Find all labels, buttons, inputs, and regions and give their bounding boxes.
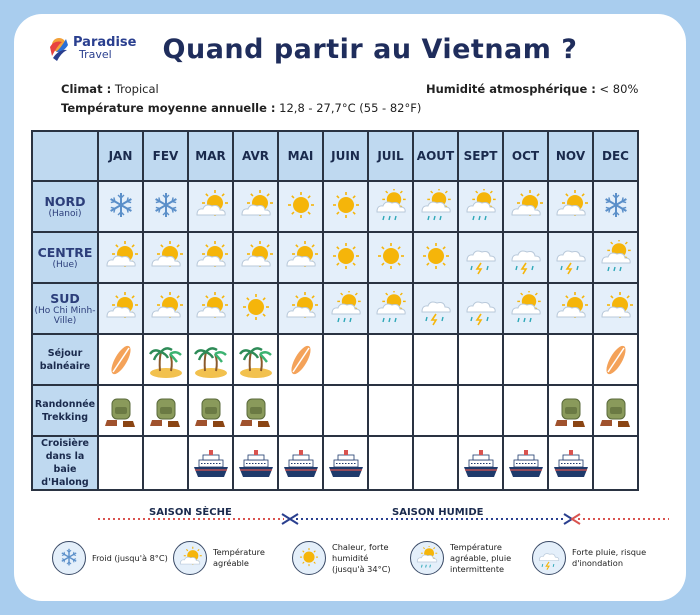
month-header-mai: MAI xyxy=(278,131,323,181)
activity-cell xyxy=(503,334,548,385)
activity-cell xyxy=(188,385,233,436)
activity-cell xyxy=(548,334,593,385)
temp-value: 12,8 - 27,7°C (55 - 82°F) xyxy=(275,101,422,115)
weather-cell xyxy=(98,283,143,334)
cruise-ship-icon xyxy=(506,445,546,481)
sun-rain-icon xyxy=(416,189,456,225)
weather-cell xyxy=(458,181,503,232)
legend-circle xyxy=(292,541,326,575)
month-header-oct: OCT xyxy=(503,131,548,181)
snowflake-icon xyxy=(55,546,83,571)
sun-icon xyxy=(326,240,366,276)
storm-cloud-icon xyxy=(461,291,501,327)
month-header-fev: FEV xyxy=(143,131,188,181)
activity-cell xyxy=(458,436,503,490)
sun-cloud-icon xyxy=(191,291,231,327)
cruise-ship-icon xyxy=(551,445,591,481)
storm-cloud-icon xyxy=(506,240,546,276)
legend-text: Température agréable, pluie intermittente xyxy=(450,541,512,574)
legend-item xyxy=(52,538,170,578)
weather-cell xyxy=(188,283,233,334)
weather-cell xyxy=(233,181,278,232)
sun-cloud-icon xyxy=(551,291,591,327)
activity-cell xyxy=(323,436,368,490)
region-header xyxy=(32,232,98,283)
sun-cloud-icon xyxy=(236,240,276,276)
activity-cell xyxy=(413,334,458,385)
activity-cell xyxy=(98,385,143,436)
logo-mark-icon xyxy=(48,36,70,62)
wet-season-label: SAISON HUMIDE xyxy=(392,507,484,518)
activity-cell xyxy=(368,334,413,385)
cruise-ship-icon xyxy=(281,445,321,481)
cruise-ship-icon xyxy=(326,445,366,481)
activity-cell xyxy=(323,385,368,436)
backpack-boots-icon xyxy=(146,393,186,429)
activity-cell xyxy=(593,334,638,385)
cruise-ship-icon xyxy=(236,445,276,481)
weather-cell xyxy=(548,283,593,334)
activity-header xyxy=(32,436,98,490)
cruise-ship-icon xyxy=(461,445,501,481)
sun-rain-icon xyxy=(596,240,636,276)
weather-cell xyxy=(548,181,593,232)
region-sub: (Hue) xyxy=(52,260,78,270)
legend-item xyxy=(532,538,650,578)
activity-cell xyxy=(413,436,458,490)
sun-icon xyxy=(326,189,366,225)
legend-circle xyxy=(52,541,86,575)
sun-cloud-icon xyxy=(551,189,591,225)
activity-row xyxy=(32,436,638,490)
sun-icon xyxy=(236,291,276,327)
weather-cell xyxy=(278,232,323,283)
weather-cell xyxy=(548,232,593,283)
month-header-row xyxy=(32,131,638,181)
weather-cell xyxy=(143,283,188,334)
weather-cell xyxy=(413,283,458,334)
sun-cloud-icon xyxy=(596,291,636,327)
sun-icon xyxy=(281,189,321,225)
temp-info xyxy=(61,101,421,115)
region-name: NORD xyxy=(44,194,86,209)
region-sub: (Ho Chi Minh-Ville) xyxy=(34,306,96,326)
activity-cell xyxy=(98,436,143,490)
weather-cell xyxy=(503,232,548,283)
surfboard-icon xyxy=(281,342,321,378)
region-row xyxy=(32,181,638,232)
sun-cloud-icon xyxy=(281,240,321,276)
storm-cloud-icon xyxy=(461,240,501,276)
legend-text: Froid (jusqu'à 8°C) xyxy=(92,552,168,563)
sun-icon xyxy=(416,240,456,276)
backpack-boots-icon xyxy=(596,393,636,429)
activity-cell xyxy=(458,385,503,436)
legend-circle xyxy=(410,541,444,575)
activity-cell xyxy=(593,436,638,490)
storm-cloud-icon xyxy=(535,546,563,571)
activity-cell xyxy=(143,334,188,385)
weather-cell xyxy=(278,181,323,232)
logo-text-2: Travel xyxy=(79,48,112,61)
activity-cell xyxy=(413,385,458,436)
weather-cell xyxy=(98,232,143,283)
weather-cell xyxy=(143,232,188,283)
weather-cell xyxy=(323,232,368,283)
sun-cloud-icon xyxy=(176,546,204,571)
sun-rain-icon xyxy=(413,546,441,571)
activity-cell xyxy=(458,334,503,385)
logo xyxy=(48,36,136,62)
weather-cell xyxy=(593,181,638,232)
activity-cell xyxy=(548,436,593,490)
legend-text: Température agréable xyxy=(213,547,265,568)
sun-icon xyxy=(371,240,411,276)
sun-rain-icon xyxy=(506,291,546,327)
weather-cell xyxy=(98,181,143,232)
weather-cell xyxy=(188,232,233,283)
weather-cell xyxy=(233,283,278,334)
month-header-nov: NOV xyxy=(548,131,593,181)
sun-cloud-icon xyxy=(146,291,186,327)
sun-cloud-icon xyxy=(281,291,321,327)
cruise-ship-icon xyxy=(191,445,231,481)
activity-header xyxy=(32,385,98,436)
weather-cell xyxy=(413,181,458,232)
month-header-mar: MAR xyxy=(188,131,233,181)
sun-cloud-icon xyxy=(236,189,276,225)
activity-cell xyxy=(278,436,323,490)
sun-rain-icon xyxy=(326,291,366,327)
sun-rain-icon xyxy=(371,291,411,327)
climat-info xyxy=(61,82,159,96)
weather-cell xyxy=(458,283,503,334)
region-header xyxy=(32,283,98,334)
activity-cell xyxy=(593,385,638,436)
weather-cell xyxy=(503,283,548,334)
month-header-avr: AVR xyxy=(233,131,278,181)
climat-label: Climat : xyxy=(61,82,112,96)
month-header-juil: JUIL xyxy=(368,131,413,181)
region-row xyxy=(32,232,638,283)
region-header xyxy=(32,181,98,232)
activity-cell xyxy=(188,334,233,385)
activity-cell xyxy=(98,334,143,385)
weather-cell xyxy=(593,232,638,283)
weather-cell xyxy=(323,283,368,334)
activity-name: Randonnée Trekking xyxy=(34,398,96,423)
weather-cell xyxy=(368,232,413,283)
region-sub: (Hanoi) xyxy=(48,209,82,219)
sun-rain-icon xyxy=(371,189,411,225)
month-header-sept: SEPT xyxy=(458,131,503,181)
activity-cell xyxy=(278,334,323,385)
activity-cell xyxy=(143,436,188,490)
weather-cell xyxy=(278,283,323,334)
region-row xyxy=(32,283,638,334)
palm-island-icon xyxy=(146,342,186,378)
sun-icon xyxy=(295,546,323,571)
sun-cloud-icon xyxy=(101,240,141,276)
legend-text: Forte pluie, risque d'inondation xyxy=(572,547,647,568)
snowflake-icon xyxy=(146,189,186,225)
legend-item xyxy=(173,538,291,578)
month-header-dec: DEC xyxy=(593,131,638,181)
month-header-jan: JAN xyxy=(98,131,143,181)
legend-circle xyxy=(173,541,207,575)
weather-cell xyxy=(593,283,638,334)
month-header-aout: AOUT xyxy=(413,131,458,181)
month-header-juin: JUIN xyxy=(323,131,368,181)
activity-cell xyxy=(233,334,278,385)
weather-cell xyxy=(143,181,188,232)
weather-cell xyxy=(368,283,413,334)
legend-text: Chaleur, forte humidité (jusqu'à 34°C) xyxy=(332,541,391,574)
activity-cell xyxy=(503,385,548,436)
backpack-boots-icon xyxy=(101,393,141,429)
storm-cloud-icon xyxy=(416,291,456,327)
activity-cell xyxy=(278,385,323,436)
palm-island-icon xyxy=(191,342,231,378)
weather-cell xyxy=(368,181,413,232)
backpack-boots-icon xyxy=(236,393,276,429)
legend-item xyxy=(410,538,528,578)
weather-cell xyxy=(413,232,458,283)
sun-rain-icon xyxy=(461,189,501,225)
weather-cell xyxy=(188,181,233,232)
activity-header xyxy=(32,334,98,385)
activity-name: Croisière dans la baie d'Halong xyxy=(41,438,89,488)
weather-cell xyxy=(233,232,278,283)
humid-info xyxy=(426,82,638,96)
surfboard-icon xyxy=(596,342,636,378)
activity-cell xyxy=(188,436,233,490)
activity-cell xyxy=(143,385,188,436)
activity-cell xyxy=(503,436,548,490)
legend-item xyxy=(292,538,402,578)
legend-circle xyxy=(532,541,566,575)
region-name: CENTRE xyxy=(37,245,93,260)
activity-cell xyxy=(548,385,593,436)
backpack-boots-icon xyxy=(551,393,591,429)
region-name: SUD xyxy=(50,291,80,306)
weather-cell xyxy=(458,232,503,283)
season-timeline xyxy=(96,512,671,526)
climat-value: Tropical xyxy=(111,82,159,96)
sun-cloud-icon xyxy=(101,291,141,327)
activity-cell xyxy=(368,385,413,436)
palm-island-icon xyxy=(236,342,276,378)
calendar-table xyxy=(31,130,639,491)
sun-cloud-icon xyxy=(146,240,186,276)
backpack-boots-icon xyxy=(191,393,231,429)
activity-cell xyxy=(368,436,413,490)
humid-value: < 80% xyxy=(595,82,639,96)
storm-cloud-icon xyxy=(551,240,591,276)
weather-cell xyxy=(503,181,548,232)
snowflake-icon xyxy=(596,189,636,225)
page-title: Quand partir au Vietnam ? xyxy=(162,34,578,65)
weather-cell xyxy=(323,181,368,232)
dry-season-label: SAISON SÈCHE xyxy=(149,507,232,518)
activity-cell xyxy=(233,436,278,490)
sun-cloud-icon xyxy=(191,189,231,225)
sun-cloud-icon xyxy=(506,189,546,225)
surfboard-icon xyxy=(101,342,141,378)
logo-text-1: Paradise xyxy=(73,35,137,50)
activity-cell xyxy=(233,385,278,436)
corner-cell xyxy=(32,131,98,181)
sun-cloud-icon xyxy=(191,240,231,276)
activity-row xyxy=(32,385,638,436)
snowflake-icon xyxy=(101,189,141,225)
temp-label: Température moyenne annuelle : xyxy=(61,101,276,115)
activity-row xyxy=(32,334,638,385)
humid-label: Humidité atmosphérique : xyxy=(426,82,596,96)
activity-cell xyxy=(323,334,368,385)
activity-name: Séjour balnéaire xyxy=(39,347,91,372)
